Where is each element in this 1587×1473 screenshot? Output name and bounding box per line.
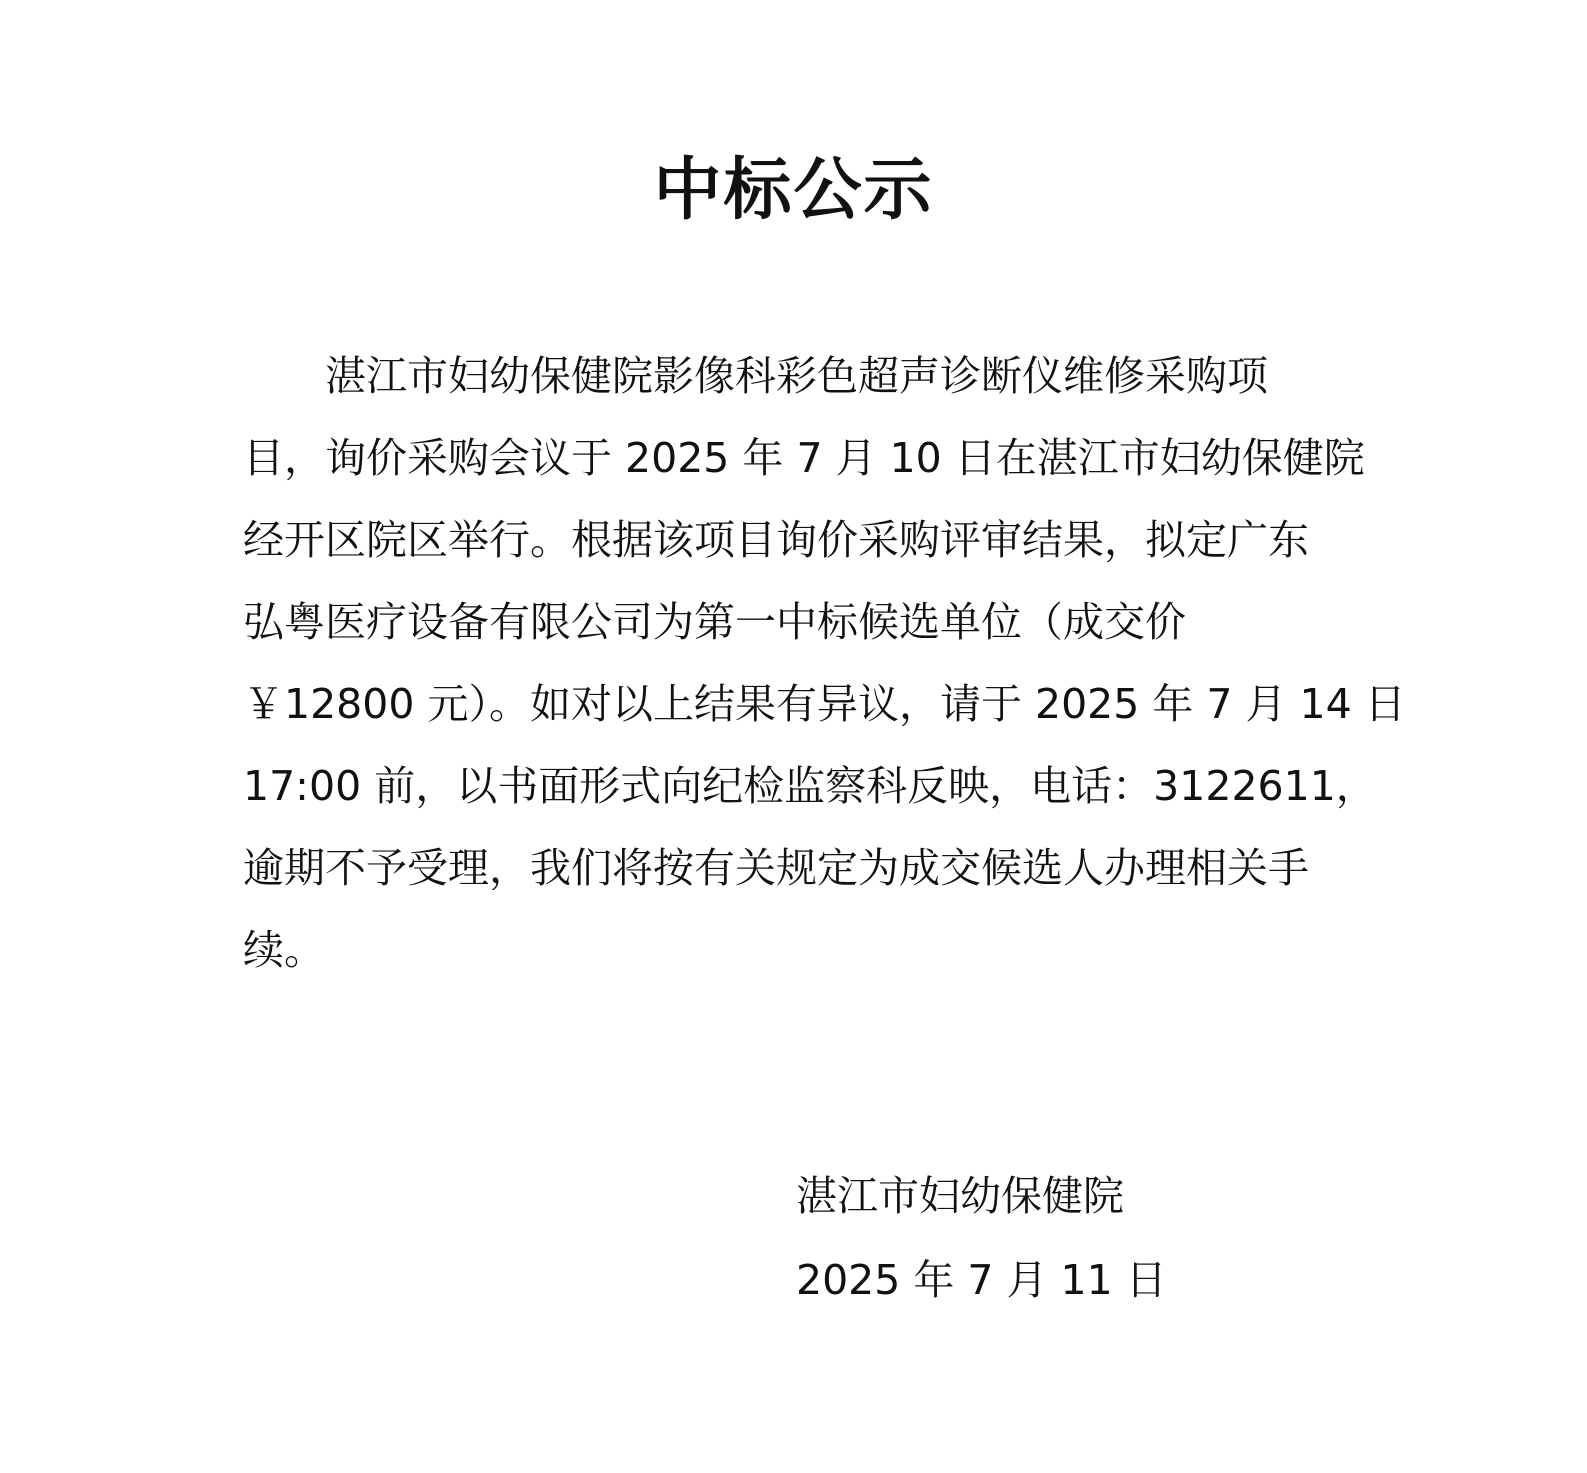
signature-date: 2025 年 7 月 11 日 — [796, 1256, 1167, 1304]
body-line-8: 续。 — [243, 926, 325, 974]
body-line-6: 17:00 前，以书面形式向纪检监察科反映，电话：3122611， — [243, 762, 1377, 810]
body-line-2: 目，询价采购会议于 2025 年 7 月 10 日在湛江市妇幼保健院 — [243, 434, 1365, 482]
body-line-1: 湛江市妇幼保健院影像科彩色超声诊断仪维修采购项 — [243, 352, 1268, 400]
body-line-3: 经开区院区举行。根据该项目询价采购评审结果，拟定广东 — [243, 516, 1309, 564]
page-title: 中标公示 — [653, 150, 934, 230]
body-line-5: ￥12800 元）。如对以上结果有异议，请于 2025 年 7 月 14 日 — [243, 680, 1406, 728]
body-line-4: 弘粤医疗设备有限公司为第一中标候选单位（成交价 — [243, 598, 1186, 646]
body-line-7: 逾期不予受理，我们将按有关规定为成交候选人办理相关手 — [243, 844, 1309, 892]
signature-organization: 湛江市妇幼保健院 — [796, 1172, 1124, 1220]
